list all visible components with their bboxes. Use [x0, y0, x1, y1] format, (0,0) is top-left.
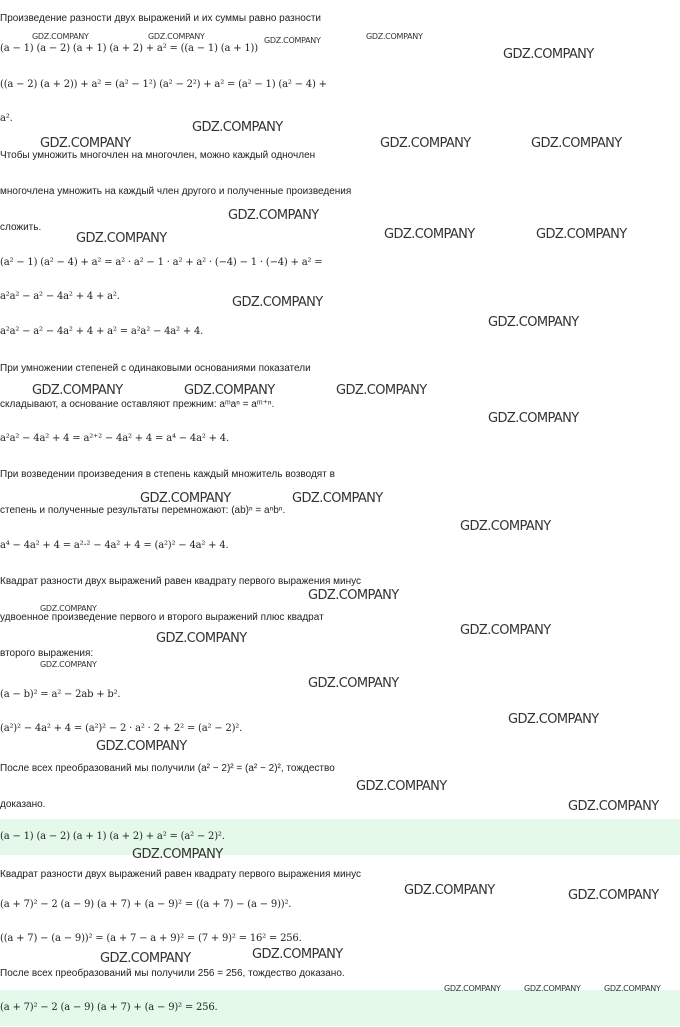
- math-line-9: a²a² − a² − 4a² + 4 + a².: [0, 291, 120, 302]
- math-line-3: ((a − 2) (a + 2)) + a² = (a² − 1²) (a² − 2²) + a² = (a² − 1) (a² − 4) +: [0, 79, 327, 90]
- text-line-17: Квадрат разности двух выражений равен квадрату первого выражения минус: [0, 576, 362, 587]
- watermark: GDZ.COMPANY: [132, 847, 223, 862]
- watermark: GDZ.COMPANY: [460, 623, 551, 638]
- watermark: GDZ.COMPANY: [444, 984, 501, 993]
- watermark: GDZ.COMPANY: [228, 208, 319, 223]
- watermark: GDZ.COMPANY: [380, 136, 471, 151]
- watermark: GDZ.COMPANY: [76, 231, 167, 246]
- math-line-21: (a²)² − 4a² + 4 = (a²)² − 2 · a² · 2 + 2² = (a² − 2)².: [0, 723, 243, 734]
- watermark: GDZ.COMPANY: [336, 383, 427, 398]
- watermark: GDZ.COMPANY: [156, 631, 247, 646]
- result-highlight-2: [0, 990, 680, 1026]
- watermark: GDZ.COMPANY: [536, 227, 627, 242]
- watermark: GDZ.COMPANY: [40, 660, 97, 669]
- text-line-18: удвоенное произведение первого и второго выражений плюс квадрат: [0, 612, 324, 623]
- watermark: GDZ.COMPANY: [488, 315, 579, 330]
- math-result-1: (a − 1) (a − 2) (a + 1) (a + 2) + a² = (a² − 2)².: [0, 831, 225, 842]
- watermark: GDZ.COMPANY: [32, 383, 123, 398]
- watermark: GDZ.COMPANY: [292, 491, 383, 506]
- text-line-25: Квадрат разности двух выражений равен квадрату первого выражения минус: [0, 869, 362, 880]
- watermark: GDZ.COMPANY: [192, 120, 283, 135]
- text-line-11: При умножении степеней с одинаковыми основаниями показатели: [0, 363, 311, 374]
- math-line-13: a²a² − 4a² + 4 = a²⁺² − 4a² + 4 = a⁴ − 4a² + 4.: [0, 433, 229, 444]
- math-line-8: (a² − 1) (a² − 4) + a² = a² · a² − 1 · a² + a² · (−4) − 1 · (−4) + a² =: [0, 257, 323, 268]
- text-line-15: степень и полученные результаты перемножают: (ab)ⁿ = aⁿbⁿ.: [0, 505, 286, 516]
- math-line-27: ((a + 7) − (a − 9))² = (a + 7 − a + 9)² = (7 + 9)² = 16² = 256.: [0, 933, 302, 944]
- watermark: GDZ.COMPANY: [366, 32, 423, 41]
- text-line-6: многочлена умножить на каждый член другого и полученные произведения: [0, 186, 352, 197]
- watermark: GDZ.COMPANY: [568, 799, 659, 814]
- text-line-1: Произведение разности двух выражений и их суммы равно разности: [0, 13, 322, 24]
- watermark: GDZ.COMPANY: [100, 951, 191, 966]
- text-line-28: После всех преобразований мы получили 256 = 256, тождество доказано.: [0, 968, 345, 979]
- watermark: GDZ.COMPANY: [252, 947, 343, 962]
- watermark: GDZ.COMPANY: [32, 32, 89, 41]
- text-line-12: складывают, а основание оставляют прежним: aᵐaⁿ = aᵐ⁺ⁿ.: [0, 399, 275, 410]
- watermark: GDZ.COMPANY: [568, 888, 659, 903]
- watermark: GDZ.COMPANY: [140, 491, 231, 506]
- watermark: GDZ.COMPANY: [384, 227, 475, 242]
- math-line-20: (a − b)² = a² − 2ab + b².: [0, 689, 121, 700]
- watermark: GDZ.COMPANY: [148, 32, 205, 41]
- watermark: GDZ.COMPANY: [184, 383, 275, 398]
- math-line-2: (a − 1) (a − 2) (a + 1) (a + 2) + a² = ((a − 1) (a + 1)): [0, 43, 258, 54]
- text-line-22: После всех преобразований мы получили (a² − 2)² = (a² − 2)², тождество: [0, 763, 335, 774]
- watermark: GDZ.COMPANY: [460, 519, 551, 534]
- text-line-5: Чтобы умножить многочлен на многочлен, можно каждый одночлен: [0, 150, 316, 161]
- watermark: GDZ.COMPANY: [604, 984, 661, 993]
- result-highlight-1: [0, 819, 680, 855]
- math-result-2: (a + 7)² − 2 (a − 9) (a + 7) + (a − 9)² = 256.: [0, 1002, 218, 1013]
- math-line-26: (a + 7)² − 2 (a − 9) (a + 7) + (a − 9)² = ((a + 7) − (a − 9))².: [0, 899, 292, 910]
- text-line-7: сложить.: [0, 222, 42, 233]
- watermark: GDZ.COMPANY: [404, 883, 495, 898]
- watermark: GDZ.COMPANY: [308, 676, 399, 691]
- math-line-10: a²a² − a² − 4a² + 4 + a² = a²a² − 4a² + 4.: [0, 326, 204, 337]
- watermark: GDZ.COMPANY: [508, 712, 599, 727]
- watermark: GDZ.COMPANY: [524, 984, 581, 993]
- watermark: GDZ.COMPANY: [40, 604, 97, 613]
- math-line-16: a⁴ − 4a² + 4 = a²·² − 4a² + 4 = (a²)² − 4a² + 4.: [0, 540, 229, 551]
- watermark: GDZ.COMPANY: [488, 411, 579, 426]
- watermark: GDZ.COMPANY: [264, 36, 321, 45]
- watermark: GDZ.COMPANY: [232, 295, 323, 310]
- watermark: GDZ.COMPANY: [308, 588, 399, 603]
- watermark: GDZ.COMPANY: [40, 136, 131, 151]
- watermark: GDZ.COMPANY: [531, 136, 622, 151]
- text-line-19: второго выражения:: [0, 648, 94, 659]
- watermark: GDZ.COMPANY: [503, 47, 594, 62]
- text-line-23: доказано.: [0, 799, 46, 810]
- math-line-4: a².: [0, 113, 13, 124]
- text-line-14: При возведении произведения в степень каждый множитель возводят в: [0, 469, 335, 480]
- watermark: GDZ.COMPANY: [96, 739, 187, 754]
- watermark: GDZ.COMPANY: [356, 779, 447, 794]
